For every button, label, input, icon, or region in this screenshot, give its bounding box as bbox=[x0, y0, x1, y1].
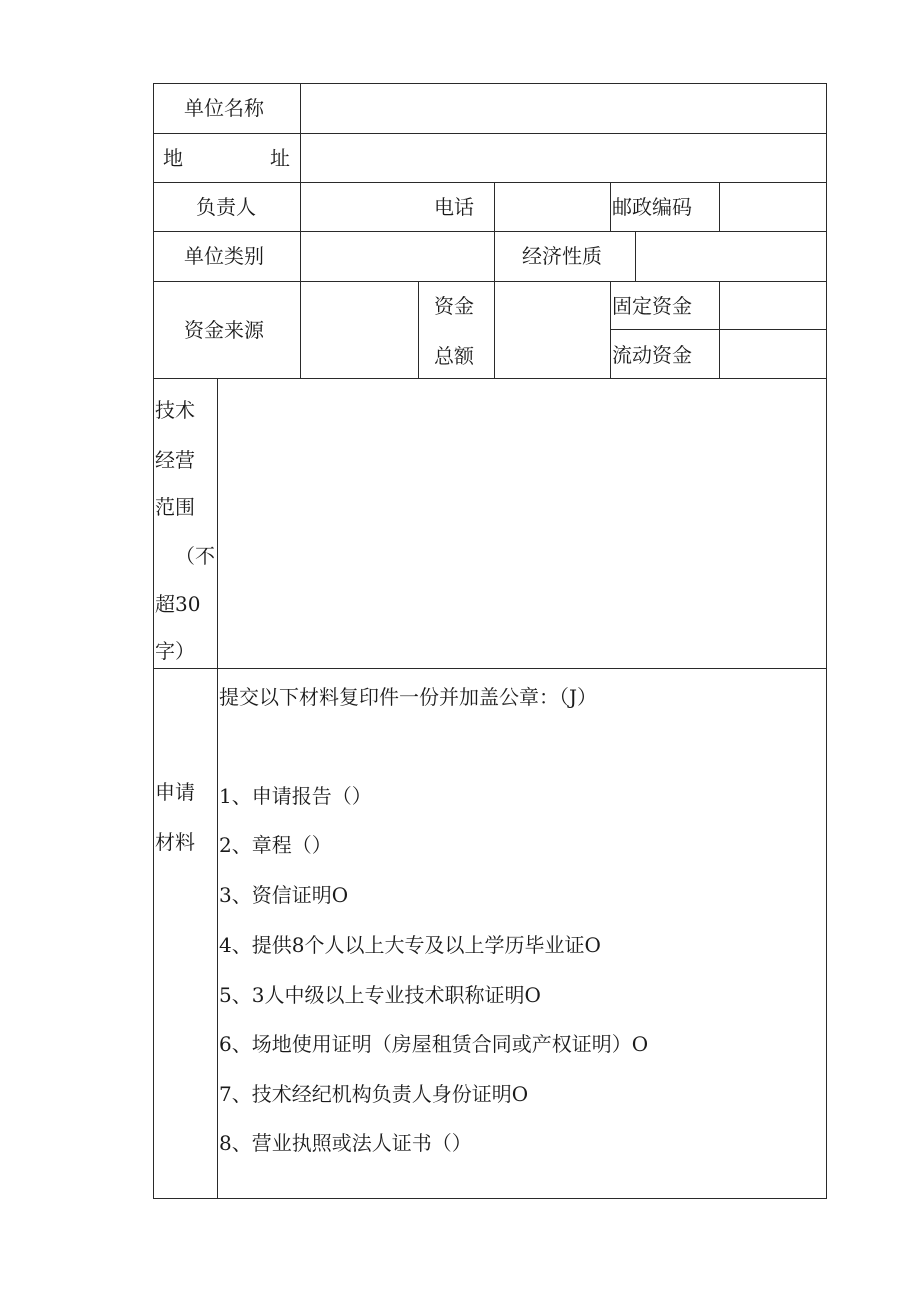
phone-field[interactable] bbox=[495, 183, 610, 231]
materials-label-line: 材料 bbox=[155, 830, 195, 854]
working-capital-field[interactable] bbox=[720, 330, 826, 378]
materials-label-line: 申请 bbox=[155, 780, 195, 804]
column-divider bbox=[610, 182, 611, 231]
unit-category-label: 单位类别 bbox=[184, 244, 264, 268]
address-label-right: 址 bbox=[270, 146, 290, 170]
economic-nature-label: 经济性质 bbox=[522, 244, 602, 268]
scope-label-line: （不 bbox=[175, 544, 215, 568]
fund-total-label-line1: 资金 bbox=[434, 294, 474, 318]
material-item: 1、申请报告（） bbox=[219, 784, 372, 808]
address-label-left: 地 bbox=[163, 146, 183, 170]
postcode-field[interactable] bbox=[720, 183, 826, 231]
material-item: 6、场地使用证明（房屋租赁合同或产权证明）O bbox=[219, 1032, 649, 1056]
address-field[interactable] bbox=[301, 134, 826, 182]
fixed-capital-field[interactable] bbox=[720, 282, 826, 329]
material-item: 3、资信证明O bbox=[219, 883, 349, 907]
column-divider bbox=[610, 281, 611, 378]
materials-intro: 提交以下材料复印件一份并加盖公章：（J） bbox=[219, 685, 598, 709]
scope-label-line: 字） bbox=[155, 639, 195, 663]
fund-source-field[interactable] bbox=[301, 282, 418, 378]
unit-name-field[interactable] bbox=[301, 84, 826, 133]
scope-label-line: 技术 bbox=[155, 398, 195, 422]
postcode-label: 邮政编码 bbox=[612, 195, 692, 219]
working-capital-label: 流动资金 bbox=[612, 343, 692, 367]
economic-nature-field[interactable] bbox=[636, 232, 826, 281]
person-in-charge-label: 负责人 bbox=[196, 195, 256, 219]
fixed-capital-label: 固定资金 bbox=[612, 294, 692, 318]
phone-label: 电话 bbox=[434, 195, 474, 219]
fund-source-label: 资金来源 bbox=[184, 318, 264, 342]
person-in-charge-field[interactable] bbox=[301, 183, 426, 231]
row-divider bbox=[153, 668, 827, 669]
material-item: 4、提供8个人以上大专及以上学历毕业证O bbox=[219, 933, 601, 957]
material-item: 5、3人中级以上专业技术职称证明O bbox=[219, 983, 541, 1007]
scope-label-line: 超30 bbox=[155, 592, 201, 616]
column-divider bbox=[418, 281, 419, 378]
material-item: 2、章程（） bbox=[219, 833, 332, 857]
fund-total-label-line2: 总额 bbox=[434, 344, 474, 368]
unit-name-label: 单位名称 bbox=[184, 96, 264, 120]
scope-label-line: 范围 bbox=[155, 495, 195, 519]
fund-total-field[interactable] bbox=[495, 282, 610, 378]
unit-category-field[interactable] bbox=[301, 232, 494, 281]
scope-label-line: 经营 bbox=[155, 448, 195, 472]
business-scope-field[interactable] bbox=[218, 379, 826, 668]
material-item: 7、技术经纪机构负责人身份证明O bbox=[219, 1082, 529, 1106]
material-item: 8、营业执照或法人证书（） bbox=[219, 1131, 472, 1155]
